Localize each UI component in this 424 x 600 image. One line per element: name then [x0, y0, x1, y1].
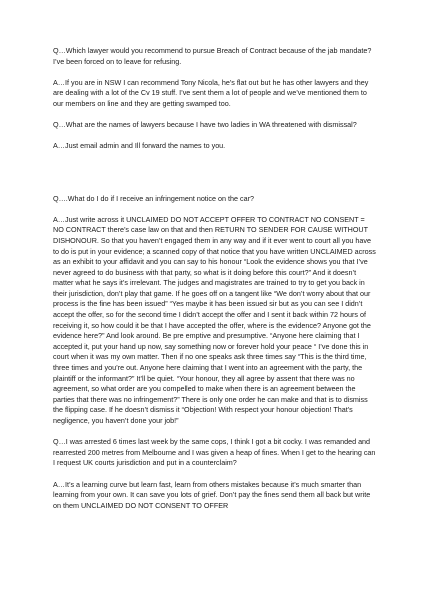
paragraph-a-lawyer-recommendation: A…If you are in NSW I can recommend Tony Nicola, he’s flat out but he has other lawyers and they are dealing with a lot of the Cv 19 stuff. I’ve sent them a lot of people and we’ve mentioned them to our members on line and they are getting swamped too. — [53, 77, 369, 108]
document-body — [53, 46, 377, 522]
paragraph-q-arrested: Q…I was arrested 6 times last week by the same cops, I think I got a bit cocky. I was remanded and rearrested 200 metres from Melbourne and I was given a heap of fines. When I get to the hearing can I request UK courts jurisdiction and put in a counterclaim? — [53, 437, 376, 468]
paragraph-a-lawyer-names: A…Just email admin and Ill forward the names to you. — [53, 141, 226, 151]
paragraph-q-lawyer-recommendation: Q…Which lawyer would you recommend to pursue Breach of Contract because of the jab mandate? I’ve been forced on to leave for refusing. — [53, 46, 372, 66]
paragraph-a-infringement-notice: A…Just write across it UNCLAIMED DO NOT ACCEPT OFFER TO CONTRACT NO CONSENT = NO CONTRACT there’s case law on that and then RETURN TO SENDER FOR CAUSE WITHOUT DISHONOUR. So that you haven’t engaged them in any way and if it ever went to court all you have to do is put in your evidence; a scanned copy of that notice that you have written UNCLAIMED across as an exhibit to your affidavit and you can say to his honour “Look the evidence shows you that I’ve never agreed to do business with that party, so what is it doing before this court?” And it doesn’t matter what he says it’s irrelevant. The judges and magistrates are trained to try to get you back in their jurisdiction, don’t play that game. If he goes off on a tangent like “We don’t worry about that our process is the fine has been issued” “Yes maybe it has been issued sir but as you can see I didn’t accept the offer, so for the second time I didn’t accept the offer and I sent it back within 72 hours of receiving it, so how could it be that I have accepted the offer, where is the evidence? Anyone got the evidence here?” And look around. Be pre emptive and presumptive. “Anyone here claiming that I accepted it, put your hand up now, say something now or forever hold your peace “ I’ve done this in court when it was my own matter. Then if no one speaks ask three times say “This is the third time, three times and you’re out. Anyone here claiming that I went into an agreement with the party, the plaintiff or the informant?” It’ll be quiet. “Your honour, they all agree by assent that there was no agreement, so what order are you compelled to make when there is an agreement between the parties that there was no infringement?” There is only one order he can make and that is to dismiss the flipping case. If he doesn’t dismiss it “Objection! With respect your honour objection! That’s negligence, you haven’t done your job!” — [53, 214, 376, 425]
paragraph-q-infringement-notice: Q….What do I do if I receive an infringement notice on the car? — [53, 193, 254, 203]
paragraph-q-lawyer-names: Q…What are the names of lawyers because I have two ladies in WA threatened with dismissal? — [53, 120, 357, 130]
section-spacer — [53, 163, 377, 194]
paragraph-a-learning-curve: A…It’s a learning curve but learn fast, learn from others mistakes because it’s much smarter than learning from your own. It can save you lots of grief. Don’t pay the fines send them all back but write on them UNCLAIMED DO NOT CONSENT TO OFFER — [53, 479, 371, 510]
